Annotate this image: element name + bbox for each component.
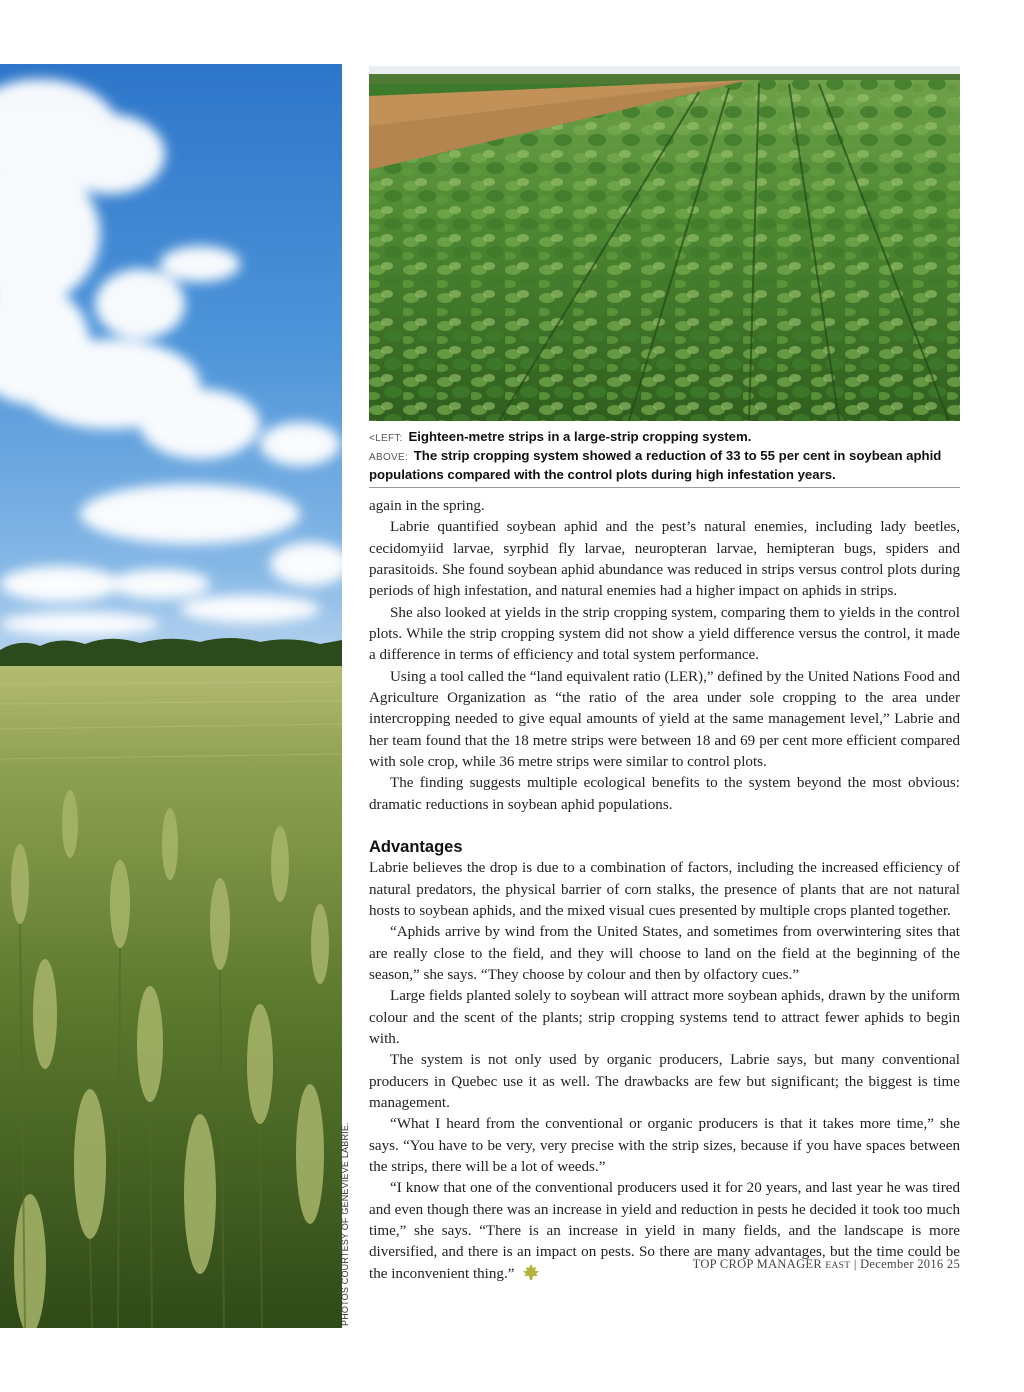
caption-above <box>369 447 960 483</box>
article-paragraph: The system is not only used by organic producers, Labrie says, but many conventional producers in Quebec use it as well. The drawbacks are few but significant; the biggest is time management. <box>369 1052 960 1111</box>
article-paragraph: Labrie quantified soybean aphid and the pest’s natural enemies, including lady beetles, cecidomyiid larvae, syrphid fly larvae, neuropteran larvae, hemipteran bugs, spiders and parasitoids. She found soybean aphid abundance was reduced in strips versus control plots during periods of high infestation, and natural enemies had a higher impact on aphids in strips. <box>369 519 960 600</box>
article-paragraph: Labrie believes the drop is due to a combination of factors, including the increased efficiency of natural predators, the physical barrier of corn stalks, the presence of plants that are not natural hosts to soybean aphids, and the mixed visual cues presented by multiple crops planted together. <box>369 860 960 919</box>
article-paragraph: “Aphids arrive by wind from the United States, and sometimes from overwintering sites that are really close to the field, and they will choose to land on the field at the beginning of the season,” she says. “They choose by colour and then by olfactory cues.” <box>369 924 960 983</box>
soybean-field-illustration <box>369 66 960 421</box>
footer-magazine: TOP CROP MANAGER <box>692 1257 822 1271</box>
footer-page-number: 25 <box>946 1257 960 1271</box>
top-photo-soybean-field <box>369 66 960 421</box>
caption-divider <box>369 487 960 488</box>
left-photo-wheat-field <box>0 64 342 1328</box>
article-paragraph-text: “I know that one of the conventional producers used it for 20 years, and last year he was tired and even though there was an increase in yield and reduction in pests he decided it took too much time,” she says. “There is an increase in yield in many fields, and the landscape is more diversified, and there is an impact on pests. So there are many advantages, but the time could be the inconvenient thing.” <box>369 1180 960 1282</box>
article-paragraph: Large fields planted solely to soybean will attract more soybean aphids, drawn by the uniform colour and the scent of the plants; strip cropping systems tend to attract fewer aphids to begin with. <box>369 988 960 1047</box>
maple-leaf-end-icon <box>522 1264 540 1281</box>
photo-credit: PHOTOS COURTESY OF GENEVIÈVE LABRIE. <box>340 1122 350 1326</box>
caption-left-tag: <LEFT: <box>369 433 403 444</box>
footer-edition: EAST <box>825 1261 851 1271</box>
wheat-field-illustration <box>0 64 342 1328</box>
caption-left-text: Eighteen-metre strips in a large-strip cropping system. <box>408 429 752 444</box>
article-paragraph: “What I heard from the conventional or organic producers is that it takes more time,” she says. “You have to be very, very precise with the strip sizes, because if you have spaces between the strips, there will be a lot of weeds.” <box>369 1116 960 1175</box>
caption-left <box>369 428 960 447</box>
article-paragraph: again in the spring. <box>369 498 485 514</box>
caption-above-tag: ABOVE: <box>369 452 409 463</box>
article-paragraph: Using a tool called the “land equivalent ratio (LER),” defined by the United Nations Food and Agriculture Organization as “the ratio of the area under sole cropping to the area under intercropping needed to give equal amounts of yield at the same management level,” Labrie and her team found that the 18 metre strips were between 18 and 69 per cent more efficient compared with sole crop, while 36 metre strips were similar to control plots. <box>369 668 960 771</box>
page-footer <box>693 1257 960 1272</box>
photo-caption <box>369 428 960 483</box>
caption-above-text: The strip cropping system showed a reduction of 33 to 55 per cent in soybean aphid populations compared with the control plots during high infestation years. <box>369 448 942 482</box>
article-paragraph: She also looked at yields in the strip cropping system, comparing them to yields in the control plots. While the strip cropping system did not show a yield difference versus the control, it made a difference in terms of efficiency and total system performance. <box>369 604 960 664</box>
article-paragraph: The finding suggests multiple ecological benefits to the system beyond the most obvious: dramatic reductions in soybean aphid populations. <box>369 775 960 813</box>
footer-date: December 2016 <box>860 1257 944 1271</box>
footer-separator: | <box>853 1257 857 1271</box>
section-heading-advantages: Advantages <box>369 838 463 857</box>
article-body <box>369 496 960 1285</box>
